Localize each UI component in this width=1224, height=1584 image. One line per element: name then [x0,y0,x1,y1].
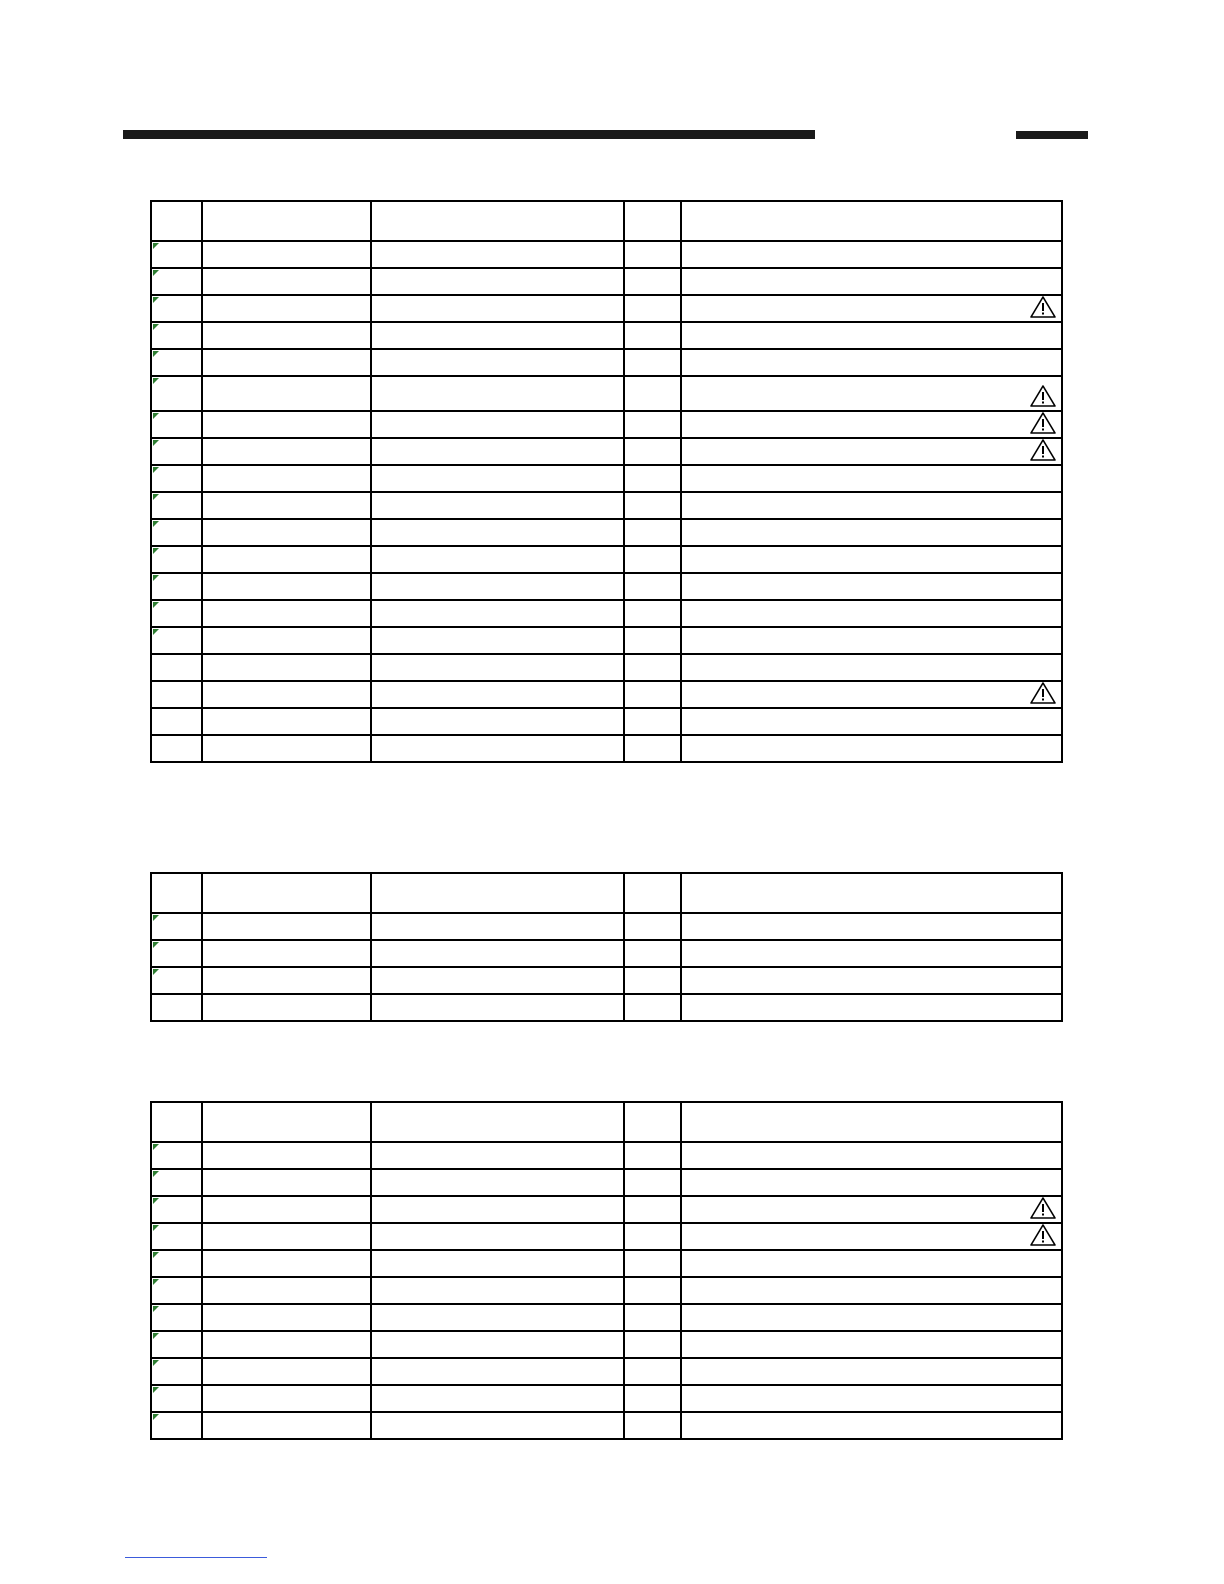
row-marker-icon [153,1171,159,1177]
table-row [151,1385,1062,1412]
table-cell [371,1196,624,1223]
table-cell [681,295,1062,322]
table-cell [681,241,1062,268]
table-cell [202,438,371,465]
table-cell [371,411,624,438]
table-cell [624,654,681,681]
table-cell [151,492,202,519]
table-cell [681,967,1062,994]
table-cell [371,573,624,600]
table-cell [371,1169,624,1196]
row-marker-icon [153,1414,159,1420]
table-row [151,492,1062,519]
table-cell [681,1250,1062,1277]
table-cell [202,268,371,295]
table-cell [371,438,624,465]
warning-triangle-icon [1029,438,1057,462]
table-cell [202,681,371,708]
table-row [151,1277,1062,1304]
table-row [151,1223,1062,1250]
table-cell [151,241,202,268]
row-marker-icon [153,494,159,500]
table-cell [681,600,1062,627]
table-cell [151,546,202,573]
table-row [151,268,1062,295]
row-marker-icon [153,1360,159,1366]
table-row [151,1142,1062,1169]
table-cell [151,322,202,349]
row-marker-icon [153,1198,159,1204]
table-cell [624,1385,681,1412]
table-cell [202,1412,371,1439]
table-cell [202,1331,371,1358]
table-cell [624,1169,681,1196]
table-row [151,376,1062,411]
table-row [151,627,1062,654]
header-cell [202,1102,371,1142]
table-cell [202,1223,371,1250]
table-row [151,994,1062,1021]
header-rule-right [1016,131,1088,139]
table-cell [151,1169,202,1196]
header-cell [371,201,624,241]
warning-triangle-icon [1029,295,1057,319]
table-cell [624,1142,681,1169]
table-row [151,940,1062,967]
table-cell [624,940,681,967]
table-cell [624,708,681,735]
table-row [151,322,1062,349]
table-cell [151,1250,202,1277]
table-cell [202,519,371,546]
warning-triangle-icon [1029,384,1057,408]
table-cell [151,573,202,600]
row-marker-icon [153,1225,159,1231]
table-cell [681,1385,1062,1412]
header-rule-main [123,130,815,139]
table-cell [371,600,624,627]
table-cell [151,681,202,708]
table-cell [681,1331,1062,1358]
table-cell [624,1331,681,1358]
table-row [151,1169,1062,1196]
row-marker-icon [153,548,159,554]
table-cell [681,681,1062,708]
table-row [151,1304,1062,1331]
header-cell [151,201,202,241]
table-row [151,600,1062,627]
table-cell [681,913,1062,940]
table-cell [151,967,202,994]
table-cell [624,268,681,295]
table-cell [202,1142,371,1169]
row-marker-icon [153,1387,159,1393]
table-cell [371,1331,624,1358]
table-cell [681,546,1062,573]
table-cell [681,654,1062,681]
row-marker-icon [153,440,159,446]
table-cell [624,1223,681,1250]
header-cell [371,1102,624,1142]
row-marker-icon [153,243,159,249]
table-row [151,465,1062,492]
table-cell [624,1358,681,1385]
table-cell [371,627,624,654]
table-cell [681,1142,1062,1169]
table-cell [624,322,681,349]
table-cell [624,573,681,600]
table-cell [371,1385,624,1412]
parts-table-3 [150,1101,1063,1440]
header-cell [202,873,371,913]
table-cell [681,1169,1062,1196]
row-marker-icon [153,1252,159,1258]
row-marker-icon [153,351,159,357]
table-cell [681,735,1062,762]
table-row [151,1331,1062,1358]
table-row [151,1358,1062,1385]
table-cell [202,967,371,994]
header-cell [624,1102,681,1142]
table-cell [151,654,202,681]
table-row [151,438,1062,465]
row-marker-icon [153,942,159,948]
parts-table-2 [150,872,1063,1022]
table-cell [202,465,371,492]
table-row [151,735,1062,762]
table-cell [151,438,202,465]
table-cell [202,349,371,376]
table-cell [371,268,624,295]
table-row [151,913,1062,940]
table-cell [202,994,371,1021]
table-cell [624,735,681,762]
table-cell [371,913,624,940]
row-marker-icon [153,1306,159,1312]
table-cell [681,376,1062,411]
table-cell [151,411,202,438]
table-cell [202,627,371,654]
table-cell [371,654,624,681]
table-cell [371,735,624,762]
table-cell [371,546,624,573]
table-cell [202,1169,371,1196]
warning-triangle-icon [1029,681,1057,705]
header-cell [151,873,202,913]
table-cell [371,1223,624,1250]
table-cell [151,708,202,735]
table-cell [624,681,681,708]
table-cell [202,1277,371,1304]
table-cell [151,519,202,546]
table-cell [371,994,624,1021]
table-cell [151,994,202,1021]
header-cell [681,873,1062,913]
table-cell [202,1358,371,1385]
row-marker-icon [153,969,159,975]
table-cell [624,627,681,654]
table-cell [151,1196,202,1223]
table-cell [371,295,624,322]
table-cell [681,322,1062,349]
table-cell [151,295,202,322]
table-cell [681,519,1062,546]
table-cell [151,1277,202,1304]
row-marker-icon [153,413,159,419]
table-header-row [151,1102,1062,1142]
table-cell [202,492,371,519]
row-marker-icon [153,324,159,330]
table-cell [371,681,624,708]
table-cell [624,295,681,322]
row-marker-icon [153,1144,159,1150]
table-cell [681,627,1062,654]
table-cell [624,241,681,268]
table-cell [202,411,371,438]
table-cell [151,627,202,654]
table-cell [681,1196,1062,1223]
table-cell [151,913,202,940]
table-cell [202,913,371,940]
table-row [151,546,1062,573]
table-cell [151,1412,202,1439]
table-cell [624,349,681,376]
header-cell [681,1102,1062,1142]
table-cell [202,1250,371,1277]
table-cell [202,1304,371,1331]
table-cell [681,1223,1062,1250]
table-cell [151,1385,202,1412]
table-cell [681,708,1062,735]
table-cell [371,1277,624,1304]
table-cell [624,967,681,994]
table-row [151,573,1062,600]
table-row [151,681,1062,708]
table-row [151,654,1062,681]
table-cell [202,322,371,349]
table-row [151,349,1062,376]
table-cell [681,1304,1062,1331]
table-cell [202,708,371,735]
header-cell [681,201,1062,241]
table-cell [371,1304,624,1331]
table-row [151,1412,1062,1439]
table-header-row [151,201,1062,241]
table-row [151,519,1062,546]
header-cell [624,201,681,241]
warning-triangle-icon [1029,1196,1057,1220]
table-cell [681,349,1062,376]
table-cell [371,708,624,735]
table-cell [371,1142,624,1169]
table-cell [202,573,371,600]
table-cell [371,1412,624,1439]
table-cell [681,940,1062,967]
table-row [151,411,1062,438]
table-cell [371,376,624,411]
table-row [151,1196,1062,1223]
table-cell [371,465,624,492]
table-cell [624,1196,681,1223]
table-cell [624,465,681,492]
table-cell [681,994,1062,1021]
row-marker-icon [153,602,159,608]
table-cell [624,1304,681,1331]
table-cell [681,1412,1062,1439]
table-cell [371,940,624,967]
header-cell [371,873,624,913]
row-marker-icon [153,575,159,581]
table-cell [681,1277,1062,1304]
table-cell [371,241,624,268]
table-cell [624,913,681,940]
table-row [151,295,1062,322]
table-cell [371,349,624,376]
table-cell [151,1223,202,1250]
table-cell [151,349,202,376]
table-cell [151,940,202,967]
table-cell [624,438,681,465]
table-cell [371,1358,624,1385]
table-cell [371,967,624,994]
table-cell [624,492,681,519]
table-row [151,967,1062,994]
table-cell [624,1277,681,1304]
table-cell [624,600,681,627]
table-cell [202,241,371,268]
table-cell [371,492,624,519]
row-marker-icon [153,629,159,635]
table-cell [681,438,1062,465]
table-cell [202,940,371,967]
row-marker-icon [153,270,159,276]
table-row [151,241,1062,268]
footer-link-underline [125,1557,267,1558]
table-cell [151,600,202,627]
table-cell [202,654,371,681]
table-cell [681,268,1062,295]
table-cell [624,1412,681,1439]
table-header-row [151,873,1062,913]
warning-triangle-icon [1029,411,1057,435]
table-cell [202,735,371,762]
row-marker-icon [153,915,159,921]
row-marker-icon [153,521,159,527]
table-cell [202,376,371,411]
table-cell [151,268,202,295]
table-cell [151,735,202,762]
table-cell [151,1358,202,1385]
header-cell [202,201,371,241]
row-marker-icon [153,378,159,384]
table-cell [151,1304,202,1331]
table-cell [681,492,1062,519]
row-marker-icon [153,297,159,303]
table-cell [202,600,371,627]
table-cell [624,994,681,1021]
table-cell [371,1250,624,1277]
table-cell [681,411,1062,438]
parts-table-1 [150,200,1063,763]
table-cell [681,1358,1062,1385]
table-row [151,1250,1062,1277]
table-cell [624,546,681,573]
table-cell [624,1250,681,1277]
table-cell [371,519,624,546]
table-cell [151,376,202,411]
table-row [151,708,1062,735]
row-marker-icon [153,1279,159,1285]
table-cell [202,1196,371,1223]
table-cell [202,295,371,322]
table-cell [151,1331,202,1358]
table-cell [681,573,1062,600]
warning-triangle-icon [1029,1223,1057,1247]
row-marker-icon [153,467,159,473]
table-cell [202,1385,371,1412]
header-cell [151,1102,202,1142]
table-cell [624,519,681,546]
table-cell [151,465,202,492]
row-marker-icon [153,1333,159,1339]
table-cell [624,411,681,438]
table-cell [371,322,624,349]
header-cell [624,873,681,913]
table-cell [624,376,681,411]
table-cell [202,546,371,573]
table-cell [681,465,1062,492]
table-cell [151,1142,202,1169]
